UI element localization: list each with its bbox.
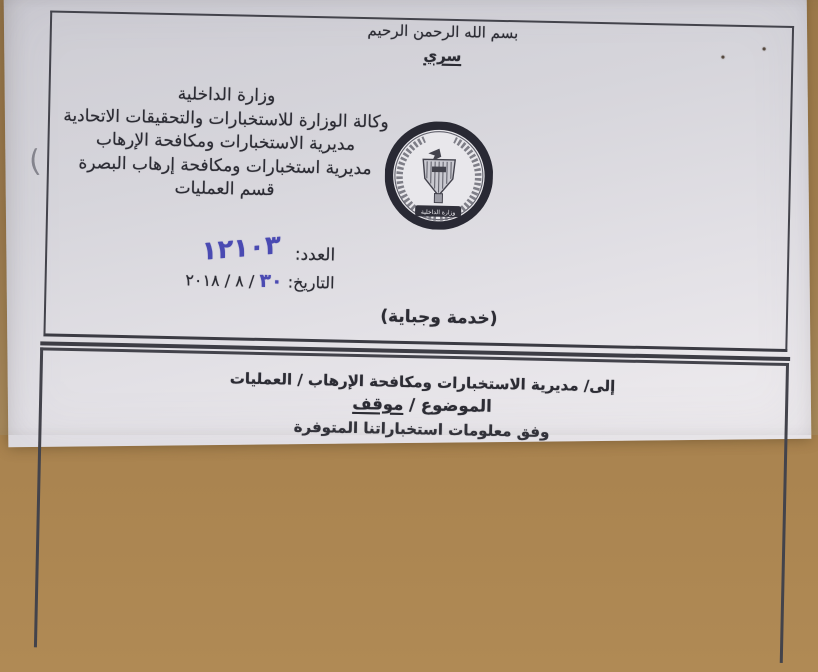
letterhead-line-ministry: وزارة الداخلية <box>48 80 404 111</box>
basmala-line: بسم الله الرحمن الرحيم <box>293 20 593 44</box>
letterhead-line-operations: قسم العمليات <box>46 174 402 205</box>
number-handwritten-value: ١٢١٠٣ <box>201 230 281 267</box>
date-day-handwritten: ٣٠ <box>259 270 283 292</box>
staple-hole-dot <box>721 56 724 59</box>
letterhead-line-basra: مديرية استخبارات ومكافحة إرهاب البصرة <box>47 151 403 182</box>
seal-banner-text: وزارة الداخلية <box>421 209 456 217</box>
letterhead-line-agency: وكالة الوزارة للاستخبارات والتحقيقات الاتحادية <box>48 104 404 135</box>
addressee-line: إلى/ مديرية الاستخبارات ومكافحة الإرهاب / العمليات <box>122 367 722 398</box>
document-date-row <box>185 268 335 293</box>
date-label: التاريخ: <box>288 273 335 293</box>
document-number-row <box>201 238 335 271</box>
letterhead-line-directorate: مديرية الاستخبارات ومكافحة الإرهاب <box>47 127 403 158</box>
classification-text: سري <box>423 46 461 65</box>
paper-sheet <box>4 0 812 447</box>
ministry-seal-icon <box>384 121 494 231</box>
number-label: العدد: <box>295 245 336 266</box>
subject-label: الموضوع / <box>403 395 492 416</box>
bottom-cutoff-line: وفق معلومات استخباراتنا المتوفرة <box>141 414 701 444</box>
letterhead-block <box>46 80 404 205</box>
pen-mark: ( <box>28 144 43 180</box>
document-content <box>1 0 813 451</box>
staple-hole-dot <box>763 47 766 50</box>
date-month-year-printed: / ٨ / ٢٠١٨ <box>185 270 254 290</box>
service-note: (خدمة وجباية) <box>294 305 584 331</box>
subject-value: موقف <box>352 394 403 414</box>
